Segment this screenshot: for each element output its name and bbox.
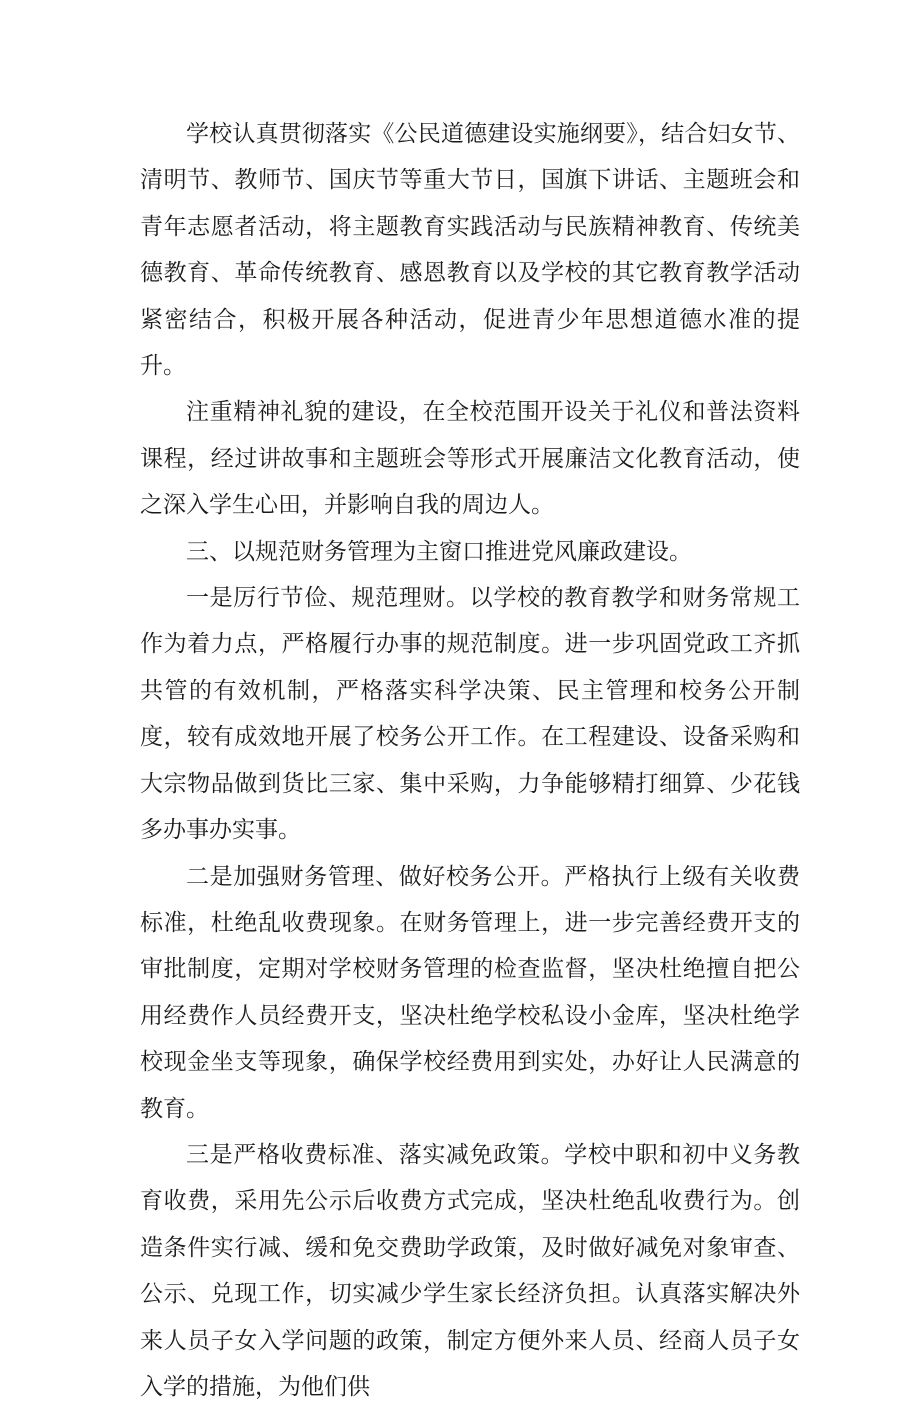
paragraph-moral-education: 学校认真贯彻落实《公民道德建设实施纲要》，结合妇女节、清明节、教师节、国庆节等重大节日，国旗下讲话、主题班会和青年志愿者活动，将主题教育实践活动与民族精神教育、传统美德教育、革命传统教育、感恩教育以及学校的其它教育教学活动紧密结合，积极开展各种活动，促进青少年思想道德水准的提升。 bbox=[140, 121, 800, 380]
paragraph-finance-management: 二是加强财务管理、做好校务公开。严格执行上级有关收费标准，杜绝乱收费现象。在财务管理上，进一步完善经费开支的审批制度，定期对学校财务管理的检查监督，坚决杜绝擅自把公用经费作人员经费开支，坚决杜绝学校私设小金库，坚决杜绝学校现金坐支等现象，确保学校经费用到实处，办好让人民满意的教育。 bbox=[140, 863, 800, 1122]
document-body bbox=[140, 111, 800, 1410]
paragraph-thrift: 一是厉行节俭、规范理财。以学校的教育教学和财务常规工作为着力点，严格履行办事的规范制度。进一步巩固党政工齐抓共管的有效机制，严格落实科学决策、民主管理和校务公开制度，较有成效地开展了校务公开工作。在工程建设、设备采购和大宗物品做到货比三家、集中采购，力争能够精打细算、少花钱多办事办实事。 bbox=[140, 585, 800, 844]
paragraph-fee-standards: 三是严格收费标准、落实减免政策。学校中职和初中义务教育收费，采用先公示后收费方式完成，坚决杜绝乱收费行为。创造条件实行减、缓和免交费助学政策，及时做好减免对象审查、公示、兑现工作，切实减少学生家长经济负担。认真落实解决外来人员子女入学问题的政策，制定方便外来人员、经商人员子女入学的措施，为他们供 bbox=[140, 1141, 800, 1400]
paragraph-etiquette: 注重精神礼貌的建设，在全校范围开设关于礼仪和普法资料课程，经过讲故事和主题班会等形式开展廉洁文化教育活动，使之深入学生心田，并影响自我的周边人。 bbox=[140, 399, 800, 519]
section-heading-finance: 三、以规范财务管理为主窗口推进党风廉政建设。 bbox=[186, 538, 692, 565]
